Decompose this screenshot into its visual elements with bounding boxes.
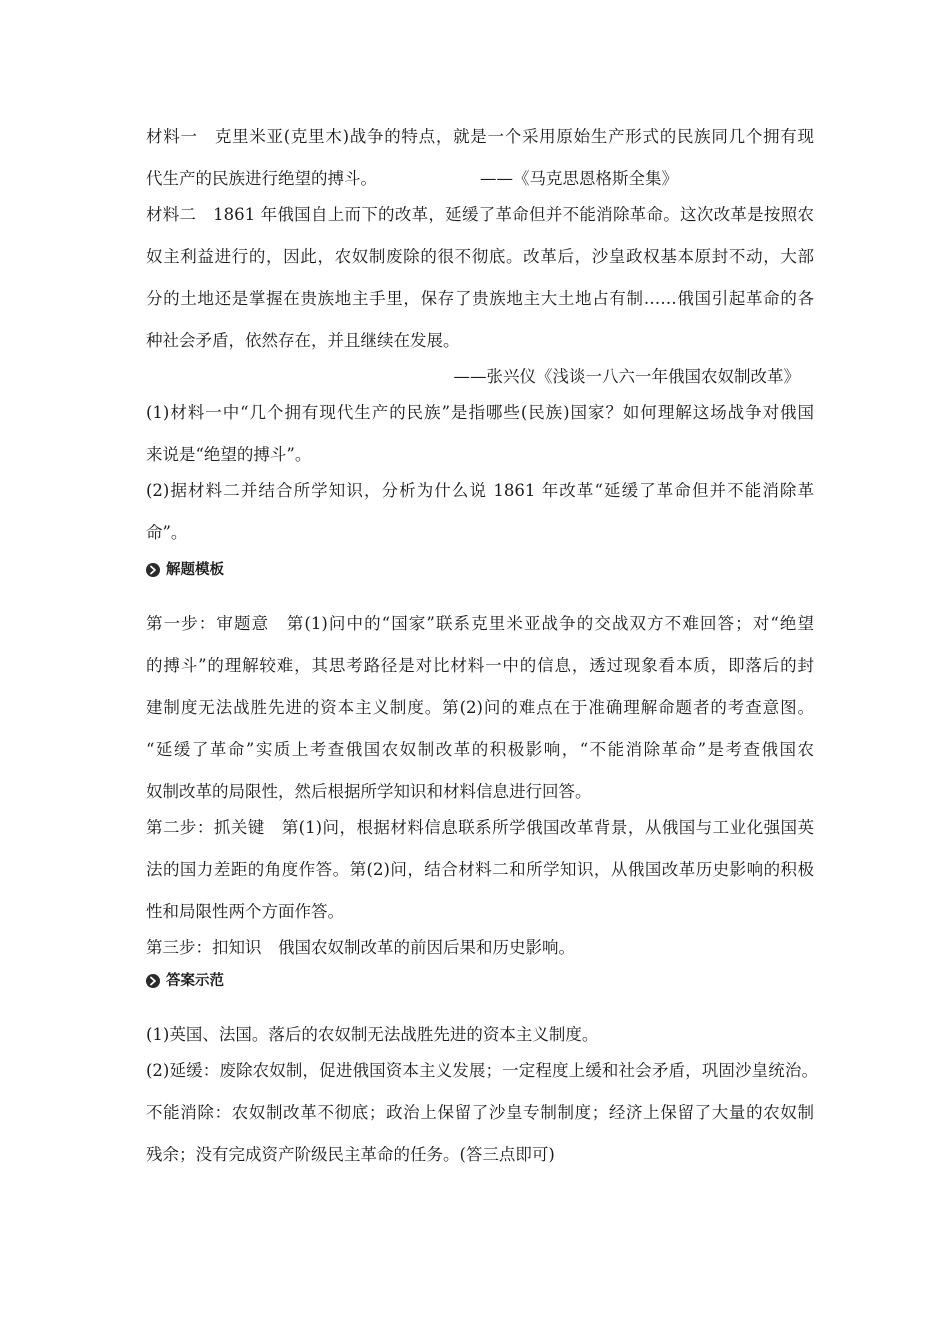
- step-one-line-2: 的搏斗”的理解较难，其思考路径是对比材料一中的信息，透过现象看本质，即落后的封: [146, 656, 814, 675]
- material-two-source: ——张兴仪《浅谈一八六一年俄国农奴制改革》: [453, 367, 800, 386]
- material-one-line-2: 代生产的民族进行绝望的搏斗。: [146, 169, 377, 188]
- material-one-source: ——《马克思恩格斯全集》: [480, 169, 678, 188]
- step-two-line-1: 第二步：抓关键 第(1)问，根据材料信息联系所学俄国改革背景，从俄国与工业化强国英: [146, 818, 814, 837]
- template-heading: [146, 560, 224, 580]
- chevron-right-icon: [146, 974, 160, 988]
- chevron-right-icon: [146, 563, 160, 577]
- step-one-line-1: 第一步：审题意 第(1)问中的“国家”联系克里米亚战争的交战双方不难回答；对“绝望: [146, 614, 814, 633]
- step-one-line-5: 奴制改革的局限性，然后根据所学知识和材料信息进行回答。: [146, 782, 592, 801]
- step-two-line-3: 性和局限性两个方面作答。: [146, 902, 344, 921]
- step-one-line-4: “延缓了革命”实质上考查俄国农奴制改革的积极影响，“不能消除革命”是考查俄国农: [146, 740, 814, 759]
- material-one-line-1: 材料一 克里米亚(克里木)战争的特点，就是一个采用原始生产形式的民族同几个拥有现: [146, 127, 814, 146]
- step-three-line: 第三步：扣知识 俄国农奴制改革的前因后果和历史影响。: [146, 938, 575, 957]
- material-two-line-2: 奴主利益进行的，因此，农奴制废除的很不彻底。改革后，沙皇政权基本原封不动，大部: [146, 247, 814, 266]
- step-two-line-2: 法的国力差距的角度作答。第(2)问，结合材料二和所学知识，从俄国改革历史影响的积极: [146, 860, 814, 879]
- answer-heading: [146, 971, 224, 991]
- answer-2-line-3: 残余；没有完成资产阶级民主革命的任务。(答三点即可): [146, 1145, 555, 1164]
- material-two-line-3: 分的土地还是掌握在贵族地主手里，保存了贵族地主大土地占有制……俄国引起革命的各: [146, 289, 814, 308]
- question-2-line-2: 命”。: [146, 523, 188, 542]
- step-one-line-3: 建制度无法战胜先进的资本主义制度。第(2)问的难点在于准确理解命题者的考查意图。: [146, 698, 814, 717]
- question-1-line-1: (1)材料一中“几个拥有现代生产的民族”是指哪些(民族)国家？如何理解这场战争对俄国: [146, 403, 814, 422]
- material-two-line-4: 种社会矛盾，依然存在，并且继续在发展。: [146, 331, 460, 350]
- template-heading-label: 解题模板: [166, 562, 224, 578]
- question-2-line-1: (2)据材料二并结合所学知识，分析为什么说 1861 年改革“延缓了革命但并不能消除革: [146, 481, 814, 500]
- answer-heading-label: 答案示范: [166, 973, 224, 989]
- question-1-line-2: 来说是“绝望的搏斗”。: [146, 445, 312, 464]
- answer-2-line-2: 不能消除：农奴制改革不彻底；政治上保留了沙皇专制制度；经济上保留了大量的农奴制: [146, 1103, 814, 1122]
- material-two-line-1: 材料二 1861 年俄国自上而下的改革，延缓了革命但并不能消除革命。这次改革是按照农: [146, 205, 814, 224]
- answer-2-line-1: (2)延缓：废除农奴制，促进俄国资本主义发展；一定程度上缓和社会矛盾，巩固沙皇统治。: [146, 1061, 818, 1080]
- answer-1-line: (1)英国、法国。落后的农奴制无法战胜先进的资本主义制度。: [146, 1025, 599, 1044]
